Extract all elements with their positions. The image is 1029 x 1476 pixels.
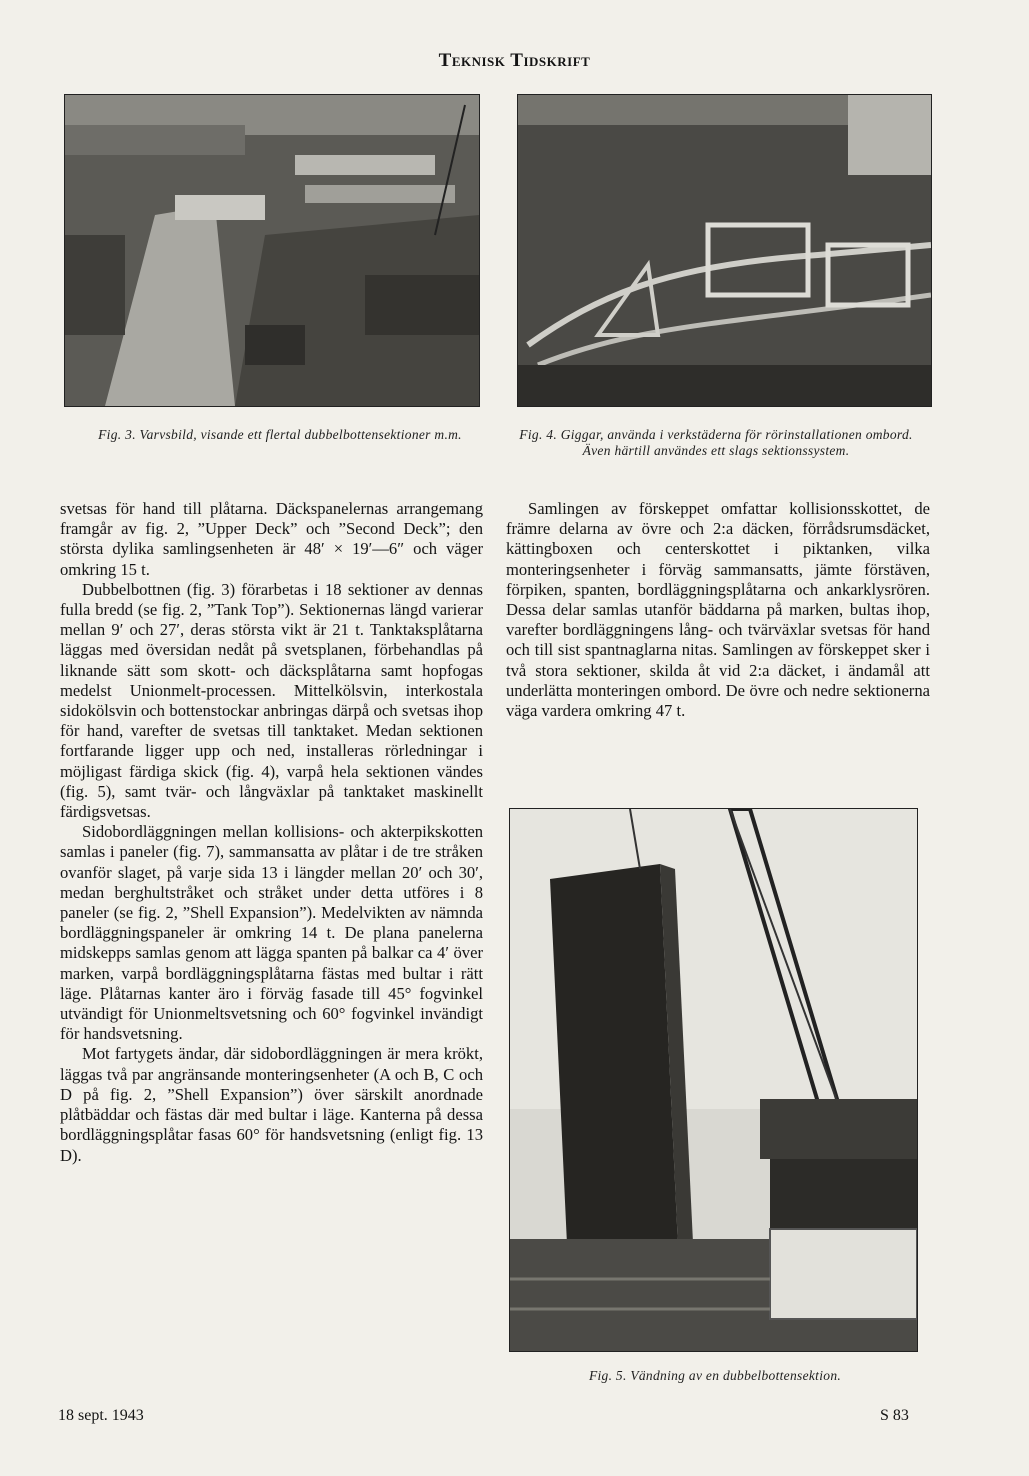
left-paragraph: Dubbelbottnen (fig. 3) förarbetas i 18 sektioner av dennas fulla bredd (se fig. 2, ”Tank Top”). Sektionernas längd varierar mellan 9′ och 27′, deras största vikt är 21 t. Tanktaksplåtarna läggas med översidan nedåt på svetsplanen, förbehandlas på liknande sätt som skott- och däcksplåtarna samt hopfogas medelst Unionmelt-processen. Mittelkölsvin, interkostala sidokölsvin och bottenstockar anbringas därpå och svetsas ihop för hand, varefter de svetsas till tanktaket. Medan sektionen fortfarande ligger upp och ned, installeras rörledningar i möjligast färdiga skick (fig. 4), varpå hela sektionen vändes (fig. 5), samt tvär- och långväxlar på tanktaket maskinellt färdigsvetsas. bbox=[60, 579, 483, 822]
fig5-caption: Fig. 5. Vändning av en dubbelbottensektion. bbox=[588, 1368, 842, 1383]
footer-date: 18 sept. 1943 bbox=[58, 1407, 144, 1424]
right-column bbox=[506, 499, 930, 721]
fig3-photo bbox=[64, 94, 480, 407]
fig3-caption: Fig. 3. Varvsbild, visande ett flertal dubbelbottensektioner m.m. bbox=[98, 427, 462, 442]
fig5-photo bbox=[509, 808, 918, 1352]
left-paragraph: Sidobordläggningen mellan kollisions- och akterpikskotten samlas i paneler (fig. 7), sammansatta av plåtar i de tre stråken ovanför slaget, på varje sida 13 i längder mellan 20′ och 30′, medan berghultstråket och stråket under detta utföres i 8 paneler (se fig. 2, ”Shell Expansion”). Medelvikten av nämnda bordläggningspaneler är omkring 14 t. De plana panelerna midskepps samlas genom att lägga spanten på balkar ca 4′ över marken, varpå bordläggningsplåtarna fästas med bultar i rätt läge. Plåtarnas kanter äro i förväg fasade till 45° fogvinkel utvändigt för Unionmeltsvetsning och 60° fogvinkel invändigt för handsvetsning. bbox=[60, 822, 483, 1044]
left-paragraph: Mot fartygets ändar, där sidobordläggningen är mera krökt, läggas två par angränsande monteringsenheter (A och B, C och D på fig. 2, ”Shell Expansion”) över särskilt anordnade plåtbäddar och fästas där med bultar i läge. Kanterna på dessa bordläggningsplåtar fasas 60° för handsvetsning (enligt fig. 13 D). bbox=[60, 1044, 483, 1165]
left-paragraph: svetsas för hand till plåtarna. Däckspanelernas arrangemang framgår av fig. 2, ”Upper Deck” och ”Second Deck”; den största dylika samlingsenheten är 48′ × 19′—6″ och väger omkring 15 t. bbox=[60, 499, 483, 579]
journal-header: Teknisk Tidskrift bbox=[438, 50, 591, 71]
fig4-photo bbox=[517, 94, 932, 407]
left-column bbox=[60, 499, 483, 1166]
page-number: S 83 bbox=[880, 1407, 909, 1424]
fig4-caption: Fig. 4. Giggar, använda i verkstäderna för rörinstallationen ombord. Även härtill användes ett slags sektionssystem. bbox=[519, 427, 913, 458]
right-paragraph: Samlingen av förskeppet omfattar kollisionsskottet, de främre delarna av övre och 2:a däcken, förrådsrumsdäcket, kättingboxen och centerskottet i piktanken, vilka monteringsenheter i förväg sammansatts, jämte förstäven, förpiken, spanten, bordläggningsplåtarna och ankarklysrören. Dessa delar samlas utanför bäddarna på marken, bultas ihop, varefter bordläggningens lång- och tvärväxlar svetsas för hand och till sist spantnaglarna nitas. Samlingen av förskeppet sker i två stora sektioner, skilda åt vid 2:a däcket, i ändamål att underlätta monteringen ombord. De övre och nedre sektionerna väga vardera omkring 47 t. bbox=[506, 499, 930, 721]
